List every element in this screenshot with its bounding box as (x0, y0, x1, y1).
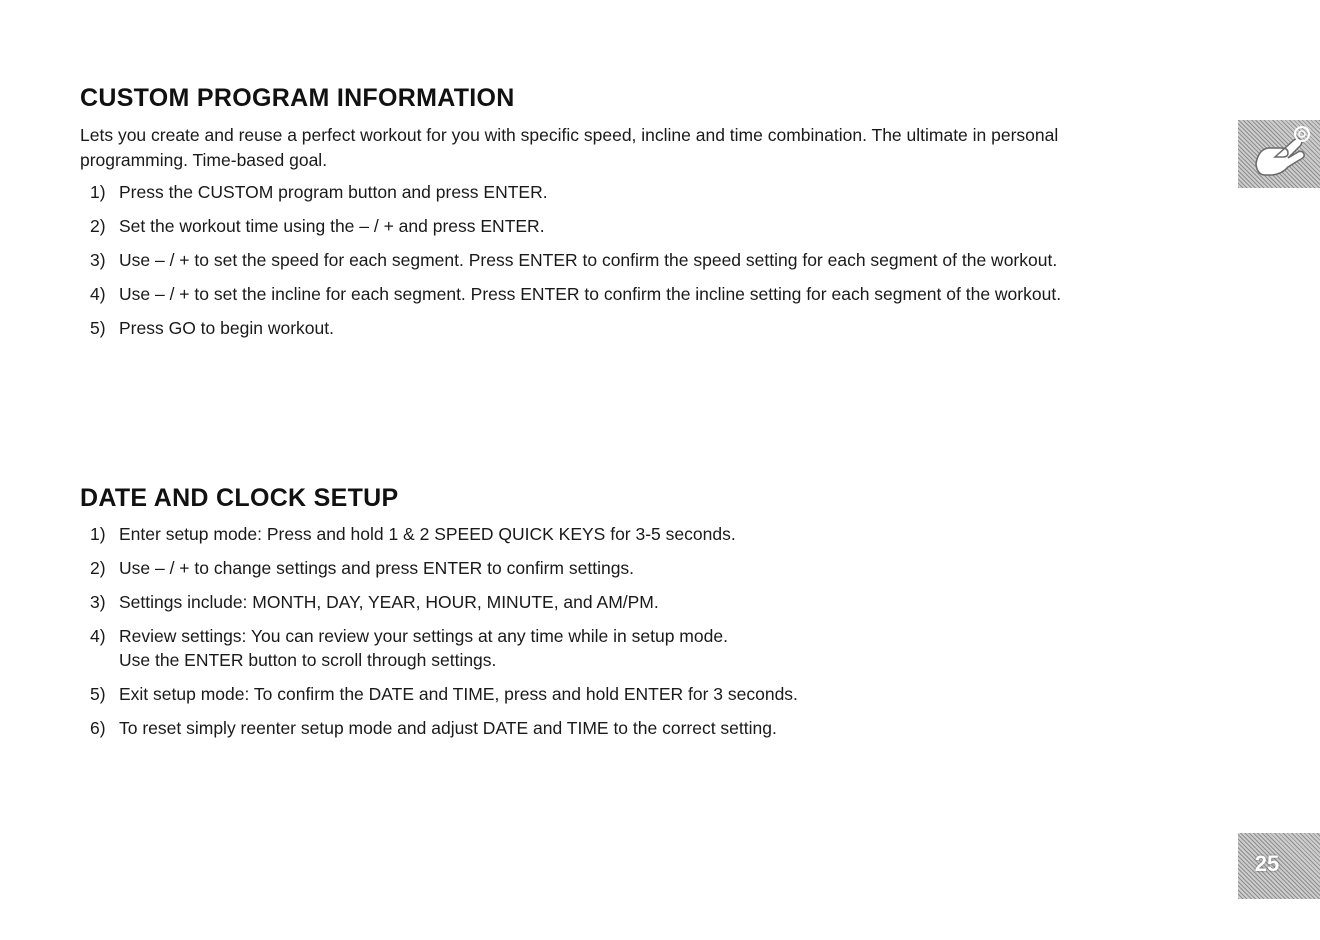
step-item (80, 624, 1140, 672)
page-number-tab (1238, 833, 1320, 899)
step-text: Settings include: MONTH, DAY, YEAR, HOUR, MINUTE, and AM/PM. (119, 592, 659, 612)
step-number: 3) (90, 250, 106, 270)
step-text: Set the workout time using the – / + and press ENTER. (119, 216, 545, 236)
section-title-custom-program: CUSTOM PROGRAM INFORMATION (80, 84, 515, 112)
step-text: To reset simply reenter setup mode and adjust DATE and TIME to the correct setting. (119, 718, 777, 738)
step-item (80, 282, 1140, 306)
section-title-date-clock: DATE AND CLOCK SETUP (80, 484, 399, 512)
step-item (80, 590, 1140, 614)
step-text: Press the CUSTOM program button and press ENTER. (119, 182, 548, 202)
section-intro: Lets you create and reuse a perfect workout for you with specific speed, incline and time combination. The ultimate in personal programming. Time-based goal. (80, 125, 1059, 170)
step-number: 5) (90, 684, 106, 704)
date-clock-steps (80, 522, 1140, 750)
step-item (80, 522, 1140, 546)
step-number: 6) (90, 718, 106, 738)
step-number: 5) (90, 318, 106, 338)
step-item (80, 556, 1140, 580)
step-number: 1) (90, 182, 106, 202)
step-text: Exit setup mode: To confirm the DATE and TIME, press and hold ENTER for 3 seconds. (119, 684, 798, 704)
custom-program-steps (80, 180, 1140, 350)
step-text: Review settings: You can review your settings at any time while in setup mode. Use the ENTER button to scroll through settings. (119, 626, 728, 670)
step-text: Use – / + to change settings and press ENTER to confirm settings. (119, 558, 635, 578)
step-item (80, 180, 1140, 204)
step-item (80, 248, 1140, 272)
step-number: 2) (90, 558, 106, 578)
step-number: 1) (90, 524, 106, 544)
step-text: Enter setup mode: Press and hold 1 & 2 SPEED QUICK KEYS for 3-5 seconds. (119, 524, 736, 544)
step-item (80, 682, 1140, 706)
step-number: 2) (90, 216, 106, 236)
step-number: 3) (90, 592, 106, 612)
step-item (80, 316, 1140, 340)
page-number: 25 (1254, 851, 1280, 876)
step-number: 4) (90, 284, 106, 304)
step-text: Press GO to begin workout. (119, 318, 334, 338)
step-text: Use – / + to set the speed for each segment. Press ENTER to confirm the speed setting for each segment of the workout. (119, 250, 1058, 270)
step-item (80, 214, 1140, 238)
pointing-hand-icon (1238, 120, 1320, 188)
step-text: Use – / + to set the incline for each segment. Press ENTER to confirm the incline setting for each segment of the workout. (119, 284, 1062, 304)
step-item (80, 716, 1140, 740)
step-number: 4) (90, 626, 106, 646)
